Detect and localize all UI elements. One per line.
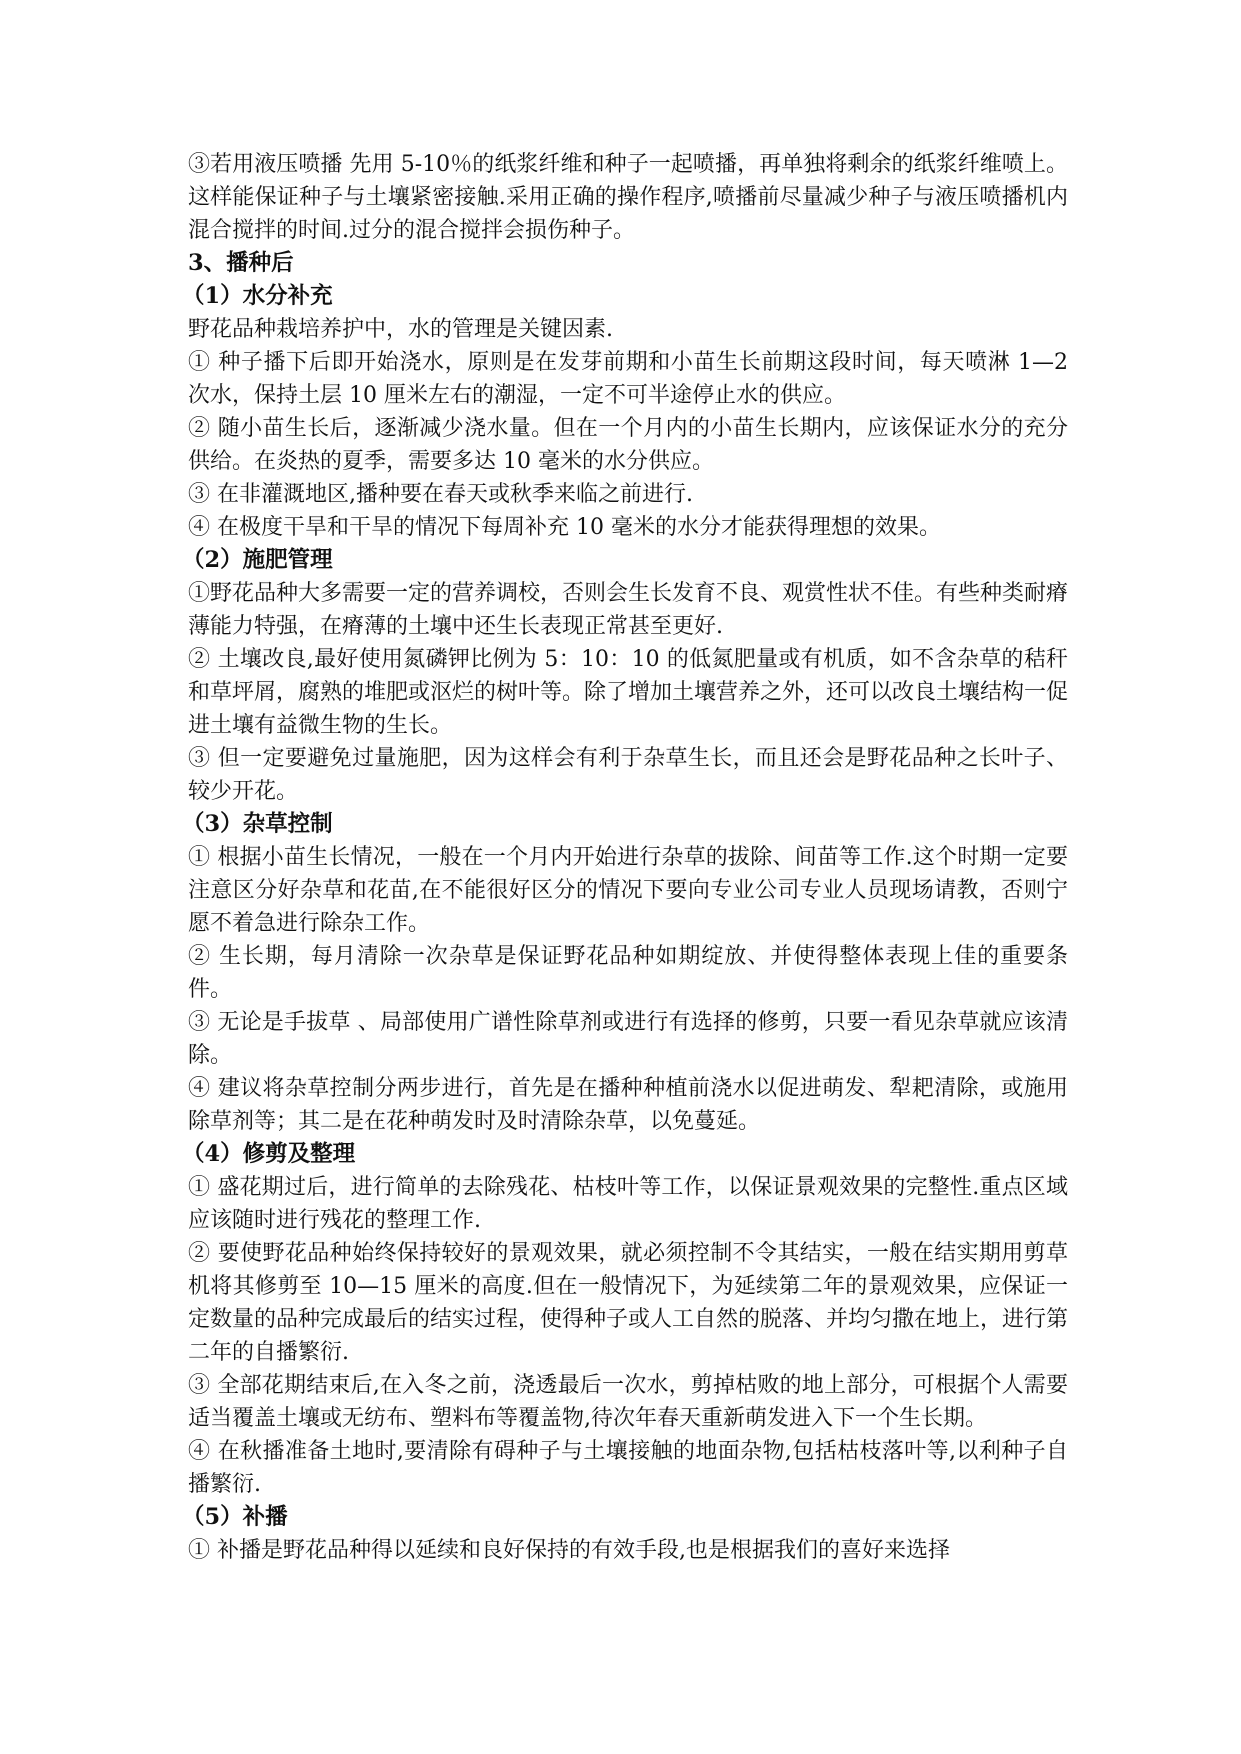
paragraph-weed-3: ③ 无论是手拔草 、局部使用广谱性除草剂或进行有选择的修剪，只要一看见杂草就应该清除。 [188, 1010, 1068, 1068]
paragraph-weed-1: ① 根据小苗生长情况，一般在一个月内开始进行杂草的拔除、间苗等工作.这个时期一定要注意区分好杂草和花苗,在不能很好区分的情况下要向专业公司专业人员现场请教，否则宁愿不着急进行除杂工作。 [188, 845, 1068, 936]
subheading-pruning: （4）修剪及整理 [182, 1141, 356, 1167]
paragraph-pruning-2: ② 要使野花品种始终保持较好的景观效果，就必须控制不令其结实，一般在结实期用剪草机将其修剪至 10—15 厘米的高度.但在一般情况下，为延续第二年的景观效果，应保证一定数量的品种完成最后的结实过程，使得种子或人工自然的脱落、并均匀撒在地上，进行第二年的自播繁衍. [188, 1241, 1069, 1365]
paragraph-pruning-1: ① 盛花期过后，进行简单的去除残花、枯枝叶等工作，以保证景观效果的完整性.重点区域应该随时进行残花的整理工作. [188, 1175, 1068, 1233]
subheading-weed-control: （3）杂草控制 [182, 811, 333, 837]
paragraph-water-3: ③ 在非灌溉地区,播种要在春天或秋季来临之前进行. [188, 482, 693, 507]
paragraph-water-1: ① 种子播下后即开始浇水，原则是在发芽前期和小苗生长前期这段时间，每天喷淋 1—2 次水，保持土层 10 厘米左右的潮湿，一定不可半途停止水的供应。 [188, 350, 1068, 408]
paragraph-weed-2: ② 生长期，每月清除一次杂草是保证野花品种如期绽放、并使得整体表现上佳的重要条件。 [188, 944, 1068, 1002]
paragraph-water-2: ② 随小苗生长后，逐渐减少浇水量。但在一个月内的小苗生长期内，应该保证水分的充分供给。在炎热的夏季，需要多达 10 毫米的水分供应。 [188, 416, 1068, 474]
paragraph-reseeding-1: ① 补播是野花品种得以延续和良好保持的有效手段,也是根据我们的喜好来选择 [188, 1538, 950, 1563]
paragraph-water-intro: 野花品种栽培养护中，水的管理是关键因素. [188, 317, 613, 342]
section-heading-after-sowing: 3、播种后 [188, 250, 294, 276]
document-page [182, 148, 1069, 1567]
paragraph-water-4: ④ 在极度干旱和干旱的情况下每周补充 10 毫米的水分才能获得理想的效果。 [188, 515, 941, 540]
paragraph-fertilizer-3: ③ 但一定要避免过量施肥，因为这样会有利于杂草生长，而且还会是野花品种之长叶子、较少开花。 [188, 746, 1068, 804]
paragraph-pruning-3: ③ 全部花期结束后,在入冬之前，浇透最后一次水，剪掉枯败的地上部分，可根据个人需要适当覆盖土壤或无纺布、塑料布等覆盖物,待次年春天重新萌发进入下一个生长期。 [188, 1373, 1068, 1431]
paragraph-fertilizer-2: ② 土壤改良,最好使用氮磷钾比例为 5：10：10 的低氮肥量或有机质，如不含杂草的秸秆和草坪屑，腐熟的堆肥或沤烂的树叶等。除了增加土壤营养之外，还可以改良土壤结构一促进土壤有益微生物的生长。 [188, 647, 1069, 738]
paragraph-pruning-4: ④ 在秋播准备土地时,要清除有碍种子与土壤接触的地面杂物,包括枯枝落叶等,以利种子自播繁衍. [188, 1439, 1068, 1497]
subheading-water: （1）水分补充 [182, 283, 333, 309]
subheading-reseeding: （5）补播 [182, 1504, 288, 1530]
paragraph-weed-4: ④ 建议将杂草控制分两步进行，首先是在播种种植前浇水以促进萌发、犁耙清除，或施用除草剂等；其二是在花种萌发时及时清除杂草，以免蔓延。 [188, 1076, 1068, 1134]
paragraph-fertilizer-1: ①野花品种大多需要一定的营养调校，否则会生长发育不良、观赏性状不佳。有些种类耐瘠薄能力特强，在瘠薄的土壤中还生长表现正常甚至更好. [188, 581, 1069, 639]
paragraph-hydroseeding: ③若用液压喷播 先用 5-10％的纸浆纤维和种子一起喷播，再单独将剩余的纸浆纤维喷上。这样能保证种子与土壤紧密接触.采用正确的操作程序,喷播前尽量减少种子与液压喷播机内混合搅拌的时间.过分的混合搅拌会损伤种子。 [188, 152, 1068, 243]
subheading-fertilizer: （2）施肥管理 [182, 547, 333, 573]
